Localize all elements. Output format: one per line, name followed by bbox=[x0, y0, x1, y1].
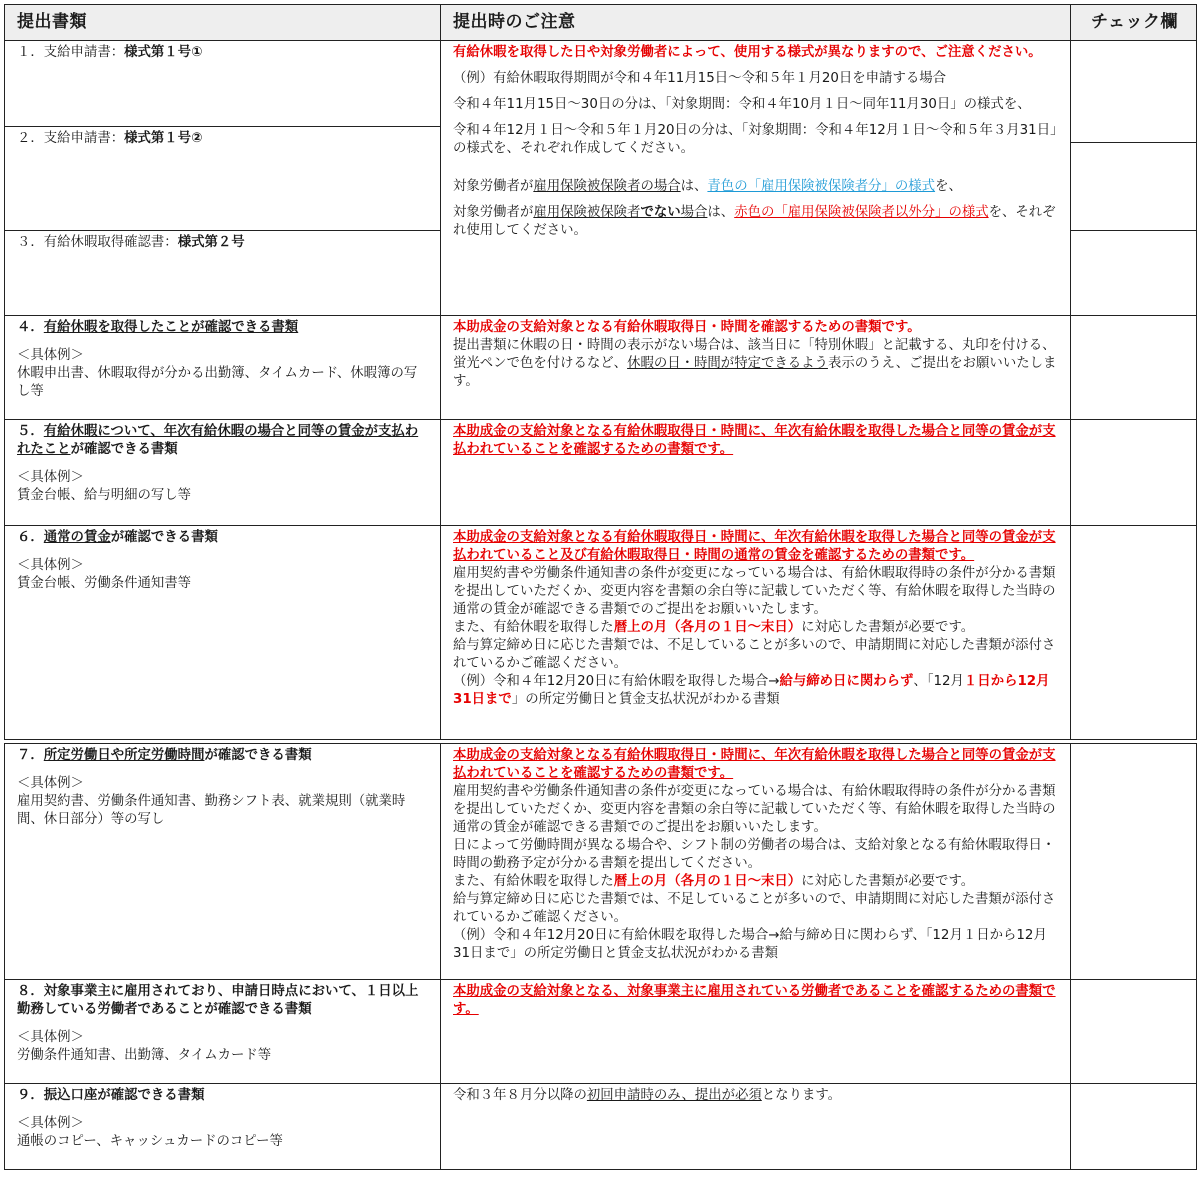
row5-notes-cell bbox=[441, 420, 1071, 526]
row5-example: 賃金台帳、給与明細の写し等 bbox=[17, 488, 192, 503]
row7-note-5: （例）令和４年12月20日に有給休暇を取得した場合→給与締め日に関わらず、「12月１日から12月31日まで」の所定労働日と賃金支払状況がわかる書類 bbox=[453, 928, 1047, 961]
row7-notes-cell bbox=[441, 744, 1071, 980]
table-row-4 bbox=[5, 316, 1197, 420]
table-row-6 bbox=[5, 526, 1197, 740]
row8-example-label: ＜具体例＞ bbox=[17, 1030, 84, 1045]
row5-documents-cell bbox=[5, 420, 441, 526]
doc-item-3: ３．有給休暇取得確認書：様式第２号 bbox=[17, 235, 245, 250]
row7-note-4: 給与算定締め日に応じた書類では、不足していることが多いので、申請期間に対応した書類が添付されているかご確認ください。 bbox=[453, 892, 1056, 925]
row6-example: 賃金台帳、労働条件通知書等 bbox=[17, 576, 192, 591]
doc-item-1: １．支給申請書：様式第１号① bbox=[5, 41, 440, 127]
row8-check-cell[interactable] bbox=[1071, 980, 1197, 1084]
row7-note-2: 日によって労働時間が異なる場合や、シフト制の労働者の場合は、支給対象となる有給休暇取得日・時間の勤務予定が分かる書類を提出してください。 bbox=[453, 838, 1056, 871]
row9-example: 通帳のコピー、キャッシュカードのコピー等 bbox=[17, 1134, 283, 1149]
row4-note-red: 本助成金の支給対象となる有給休暇取得日・時間を確認するための書類です。 bbox=[453, 320, 921, 335]
row8-example: 労働条件通知書、出勤簿、タイムカード等 bbox=[17, 1048, 272, 1063]
row6-note-1: 雇用契約書や労働条件通知書の条件が変更になっている場合は、有給休暇取得時の条件が分かる書類を提出していただくか、変更内容を書類の余白等に記載していただく等、有給休暇を取得した当時の通常の賃金が確認できる書類でのご提出をお願いいたします。 bbox=[453, 566, 1056, 617]
row6-note-2: また、有給休暇を取得した暦上の月（各月の１日～末日）に対応した書類が必要です。 bbox=[453, 620, 975, 635]
document-table-wrapper bbox=[4, 4, 1196, 1170]
check-box-3[interactable] bbox=[1071, 231, 1196, 315]
row7-note-red: 本助成金の支給対象となる有給休暇取得日・時間に、年次有給休暇を取得した場合と同等の賃金が支払われていることを確認するための書類です。 bbox=[453, 748, 1056, 781]
row5-title: ５．有給休暇について、年次有給休暇の場合と同等の賃金が支払われたことが確認できる書類 bbox=[17, 424, 419, 457]
forms-note-not-insured: 対象労働者が雇用保険被保険者でない場合は、赤色の「雇用保険被保険者以外分」の様式を、それぞれ使用してください。 bbox=[453, 205, 1056, 238]
row6-note-4: （例）令和４年12月20日に有給休暇を取得した場合→給与締め日に関わらず、「12月１日から12月31日まで」の所定労働日と賃金支払状況がわかる書類 bbox=[453, 674, 1050, 707]
table-row-7 bbox=[5, 744, 1197, 980]
row4-example: 休暇申出書、休暇取得が分かる出勤簿、タイムカード、休暇簿の写し等 bbox=[17, 366, 418, 399]
row8-title: ８．対象事業主に雇用されており、申請日時点において、１日以上勤務している労働者であることが確認できる書類 bbox=[17, 984, 419, 1017]
row9-notes-cell bbox=[441, 1084, 1071, 1170]
row6-note-red: 本助成金の支給対象となる有給休暇取得日・時間に、年次有給休暇を取得した場合と同等の賃金が支払われていること及び有給休暇取得日・時間の通常の賃金を確認するための書類です。 bbox=[453, 530, 1056, 563]
forms-documents-cell bbox=[5, 41, 441, 316]
row9-example-label: ＜具体例＞ bbox=[17, 1116, 84, 1131]
header-row bbox=[5, 5, 1197, 41]
check-box-2[interactable] bbox=[1071, 143, 1196, 231]
row6-documents-cell bbox=[5, 526, 441, 740]
forms-note-example: （例）有給休暇取得期間が令和４年11月15日～令和５年１月20日を申請する場合 bbox=[453, 71, 947, 86]
table-row-forms bbox=[5, 41, 1197, 316]
doc-item-2: ２．支給申請書：様式第１号② bbox=[5, 127, 440, 231]
row7-example-label: ＜具体例＞ bbox=[17, 776, 84, 791]
forms-note-insured: 対象労働者が雇用保険被保険者の場合は、青色の「雇用保険被保険者分」の様式を、 bbox=[453, 179, 962, 194]
row4-check-cell[interactable] bbox=[1071, 316, 1197, 420]
row4-example-label: ＜具体例＞ bbox=[17, 348, 84, 363]
forms-note-warning: 有給休暇を取得した日や対象労働者によって、使用する様式が異なりますので、ご注意ください。 bbox=[453, 45, 1042, 60]
row8-notes-cell bbox=[441, 980, 1071, 1084]
row6-notes-cell bbox=[441, 526, 1071, 740]
forms-note-line2: 令和４年12月１日～令和５年１月20日の分は、「対象期間：令和４年12月１日～令和５年３月31日」の様式を、それぞれ作成してください。 bbox=[453, 123, 1057, 156]
row7-check-cell[interactable] bbox=[1071, 744, 1197, 980]
row4-note: 提出書類に休暇の日・時間の表示がない場合は、該当日に「特別休暇」と記載する、丸印を付ける、蛍光ペンで色を付けるなど、休暇の日・時間が特定できるよう表示のうえ、ご提出をお願いいたします。 bbox=[453, 338, 1057, 389]
row6-title: ６．通常の賃金が確認できる書類 bbox=[17, 530, 218, 545]
row7-documents-cell bbox=[5, 744, 441, 980]
header-documents: 提出書類 bbox=[5, 5, 441, 41]
row4-documents-cell bbox=[5, 316, 441, 420]
forms-notes-cell bbox=[441, 41, 1071, 316]
row9-note: 令和３年８月分以降の初回申請時のみ、提出が必須となります。 bbox=[453, 1088, 842, 1103]
forms-note-line1: 令和４年11月15日～30日の分は、「対象期間：令和４年10月１日～同年11月30日」の様式を、 bbox=[453, 97, 1031, 112]
row8-note-red: 本助成金の支給対象となる、対象事業主に雇用されている労働者であることを確認するための書類です。 bbox=[453, 984, 1056, 1017]
row8-documents-cell bbox=[5, 980, 441, 1084]
table-row-9 bbox=[5, 1084, 1197, 1170]
row9-title: ９．振込口座が確認できる書類 bbox=[17, 1088, 205, 1103]
table-row-5 bbox=[5, 420, 1197, 526]
row7-example: 雇用契約書、労働条件通知書、勤務シフト表、就業規則（就業時間、休日部分）等の写し bbox=[17, 794, 406, 827]
row4-notes-cell bbox=[441, 316, 1071, 420]
row5-note-red: 本助成金の支給対象となる有給休暇取得日・時間に、年次有給休暇を取得した場合と同等の賃金が支払われていることを確認するための書類です。 bbox=[453, 424, 1056, 457]
row5-example-label: ＜具体例＞ bbox=[17, 470, 84, 485]
row7-note-1: 雇用契約書や労働条件通知書の条件が変更になっている場合は、有給休暇取得時の条件が分かる書類を提出していただくか、変更内容を書類の余白等に記載していただく等、有給休暇を取得した当時の通常の賃金が確認できる書類でのご提出をお願いいたします。 bbox=[453, 784, 1056, 835]
row9-check-cell[interactable] bbox=[1071, 1084, 1197, 1170]
row6-note-3: 給与算定締め日に応じた書類では、不足していることが多いので、申請期間に対応した書類が添付されているかご確認ください。 bbox=[453, 638, 1056, 671]
submission-documents-table bbox=[4, 4, 1197, 1170]
header-check: チェック欄 bbox=[1071, 5, 1197, 41]
row7-title: ７．所定労働日や所定労働時間が確認できる書類 bbox=[17, 748, 312, 763]
row9-documents-cell bbox=[5, 1084, 441, 1170]
row7-note-3: また、有給休暇を取得した暦上の月（各月の１日～末日）に対応した書類が必要です。 bbox=[453, 874, 975, 889]
row4-title: ４．有給休暇を取得したことが確認できる書類 bbox=[17, 320, 299, 335]
check-box-1[interactable] bbox=[1071, 41, 1196, 143]
header-notes: 提出時のご注意 bbox=[441, 5, 1071, 41]
forms-check-cell[interactable] bbox=[1071, 41, 1197, 316]
table-row-8 bbox=[5, 980, 1197, 1084]
row6-example-label: ＜具体例＞ bbox=[17, 558, 84, 573]
row5-check-cell[interactable] bbox=[1071, 420, 1197, 526]
row6-check-cell[interactable] bbox=[1071, 526, 1197, 740]
